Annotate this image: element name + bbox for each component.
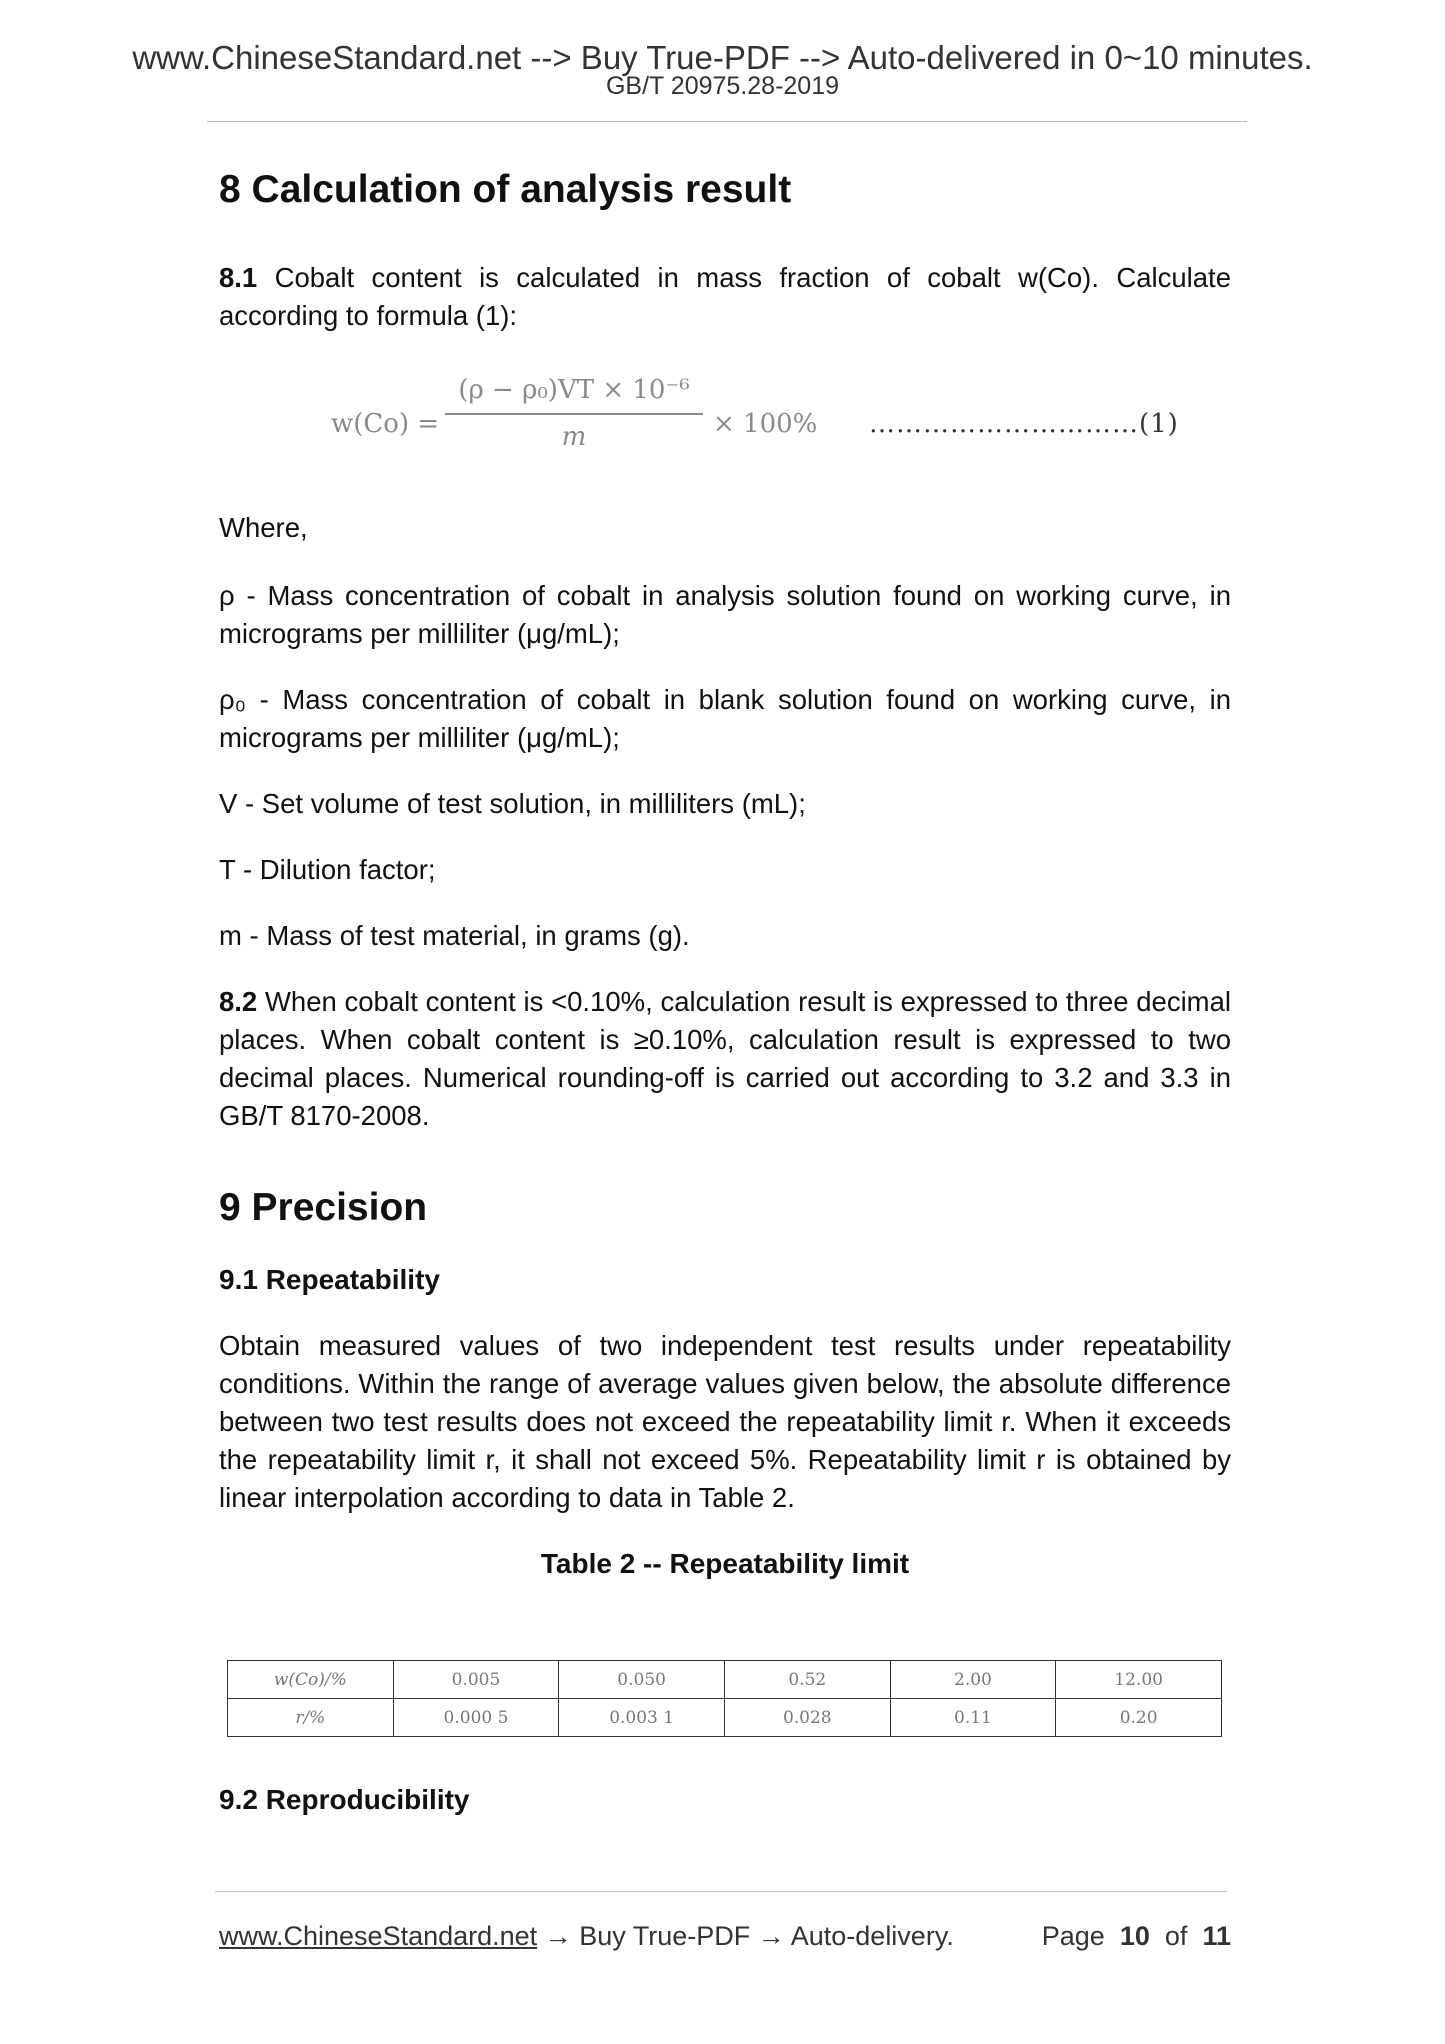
table-cell: 0.005	[393, 1661, 559, 1699]
definition-v: V - Set volume of test solution, in milliliters (mL);	[219, 788, 806, 819]
section-8-title: 8 Calculation of analysis result	[219, 168, 792, 211]
clause-text-8-1: Cobalt content is calculated in mass fraction of cobalt w(Co). Calculate according to formula (1):	[219, 262, 1231, 331]
table-header-wco: w(Co)/%	[228, 1661, 394, 1699]
page-number: 10	[1119, 1921, 1150, 1951]
table-cell: 0.52	[724, 1661, 890, 1699]
top-banner: www.ChineseStandard.net --> Buy True-PDF --> Auto-delivered in 0~10 minutes.	[132, 39, 1313, 76]
table-cell: 0.050	[559, 1661, 725, 1699]
formula-fraction	[445, 371, 703, 455]
table-2-caption: Table 2 -- Repeatability limit	[540, 1548, 910, 1579]
definition-t: T - Dilution factor;	[219, 854, 436, 885]
formula-numerator: (ρ − ρ₀)VT × 10⁻⁶	[458, 375, 690, 405]
table-cell: 0.003 1	[559, 1699, 725, 1737]
clause-text-8-2: When cobalt content is <0.10%, calculation result is expressed to three decimal places. When cobalt content is ≥0.10%, calculation result is expressed to two decimal places. Numerical rounding-off is carried out according to 3.2 and 3.3 in GB/T 8170-2008.	[219, 986, 1231, 1131]
table-cell: 0.20	[1056, 1699, 1222, 1737]
document-body	[219, 165, 1231, 1583]
paragraph-9-1: Obtain measured values of two independent test results under repeatability conditions. Within the range of average values given below, the absolute difference between two test results does not exceed the repeatability limit r. When it exceeds the repeatability limit r, it shall not exceed 5%. Repeatability limit r is obtained by linear interpolation according to data in Table 2.	[219, 1330, 1231, 1513]
table-cell: 0.11	[890, 1699, 1056, 1737]
footer-text: → Buy True-PDF → Auto-delivery.	[537, 1921, 954, 1951]
formula-1	[219, 371, 1231, 481]
section-9-title: 9 Precision	[219, 1186, 428, 1229]
table-header-r: r/%	[228, 1699, 394, 1737]
table-row	[228, 1661, 1222, 1699]
paragraph-8-1	[219, 259, 1231, 335]
definition-m: m - Mass of test material, in grams (g).	[219, 920, 690, 951]
page-indicator	[1042, 1918, 1231, 1954]
header-divider	[207, 121, 1247, 122]
table-cell: 0.000 5	[393, 1699, 559, 1737]
of-label: of	[1164, 1921, 1188, 1951]
page-footer	[219, 1918, 1231, 1954]
table-cell: 0.028	[724, 1699, 890, 1737]
clause-number-8-1: 8.1	[219, 262, 258, 293]
page-total: 11	[1202, 1921, 1231, 1951]
where-label: Where,	[219, 512, 308, 543]
table-cell: 12.00	[1056, 1661, 1222, 1699]
footer-divider	[215, 1891, 1227, 1892]
formula-number: …………………………(1)	[869, 409, 1179, 439]
definition-rho: ρ - Mass concentration of cobalt in analysis solution found on working curve, in micrograms per milliliter (μg/mL);	[219, 580, 1231, 649]
clause-number-8-2: 8.2	[219, 986, 258, 1017]
table-cell: 2.00	[890, 1661, 1056, 1699]
fraction-bar	[445, 413, 703, 415]
page-label: Page	[1041, 1921, 1105, 1951]
table-row	[228, 1699, 1222, 1737]
formula-denominator: m	[561, 422, 587, 452]
repeatability-table	[227, 1660, 1222, 1737]
definition-rho0: ρ₀ - Mass concentration of cobalt in blank solution found on working curve, in micrograms per milliliter (μg/mL);	[219, 684, 1231, 753]
subsection-9-2-title: 9.2 Reproducibility	[219, 1784, 470, 1815]
footer-link[interactable]: www.ChineseStandard.net	[219, 1921, 538, 1951]
formula-lhs: w(Co) =	[331, 409, 440, 439]
subsection-9-1-title: 9.1 Repeatability	[219, 1264, 440, 1295]
standard-code: GB/T 20975.28-2019	[605, 72, 840, 100]
formula-multiplier: × 100%	[713, 409, 818, 439]
paragraph-8-2	[219, 983, 1231, 1135]
